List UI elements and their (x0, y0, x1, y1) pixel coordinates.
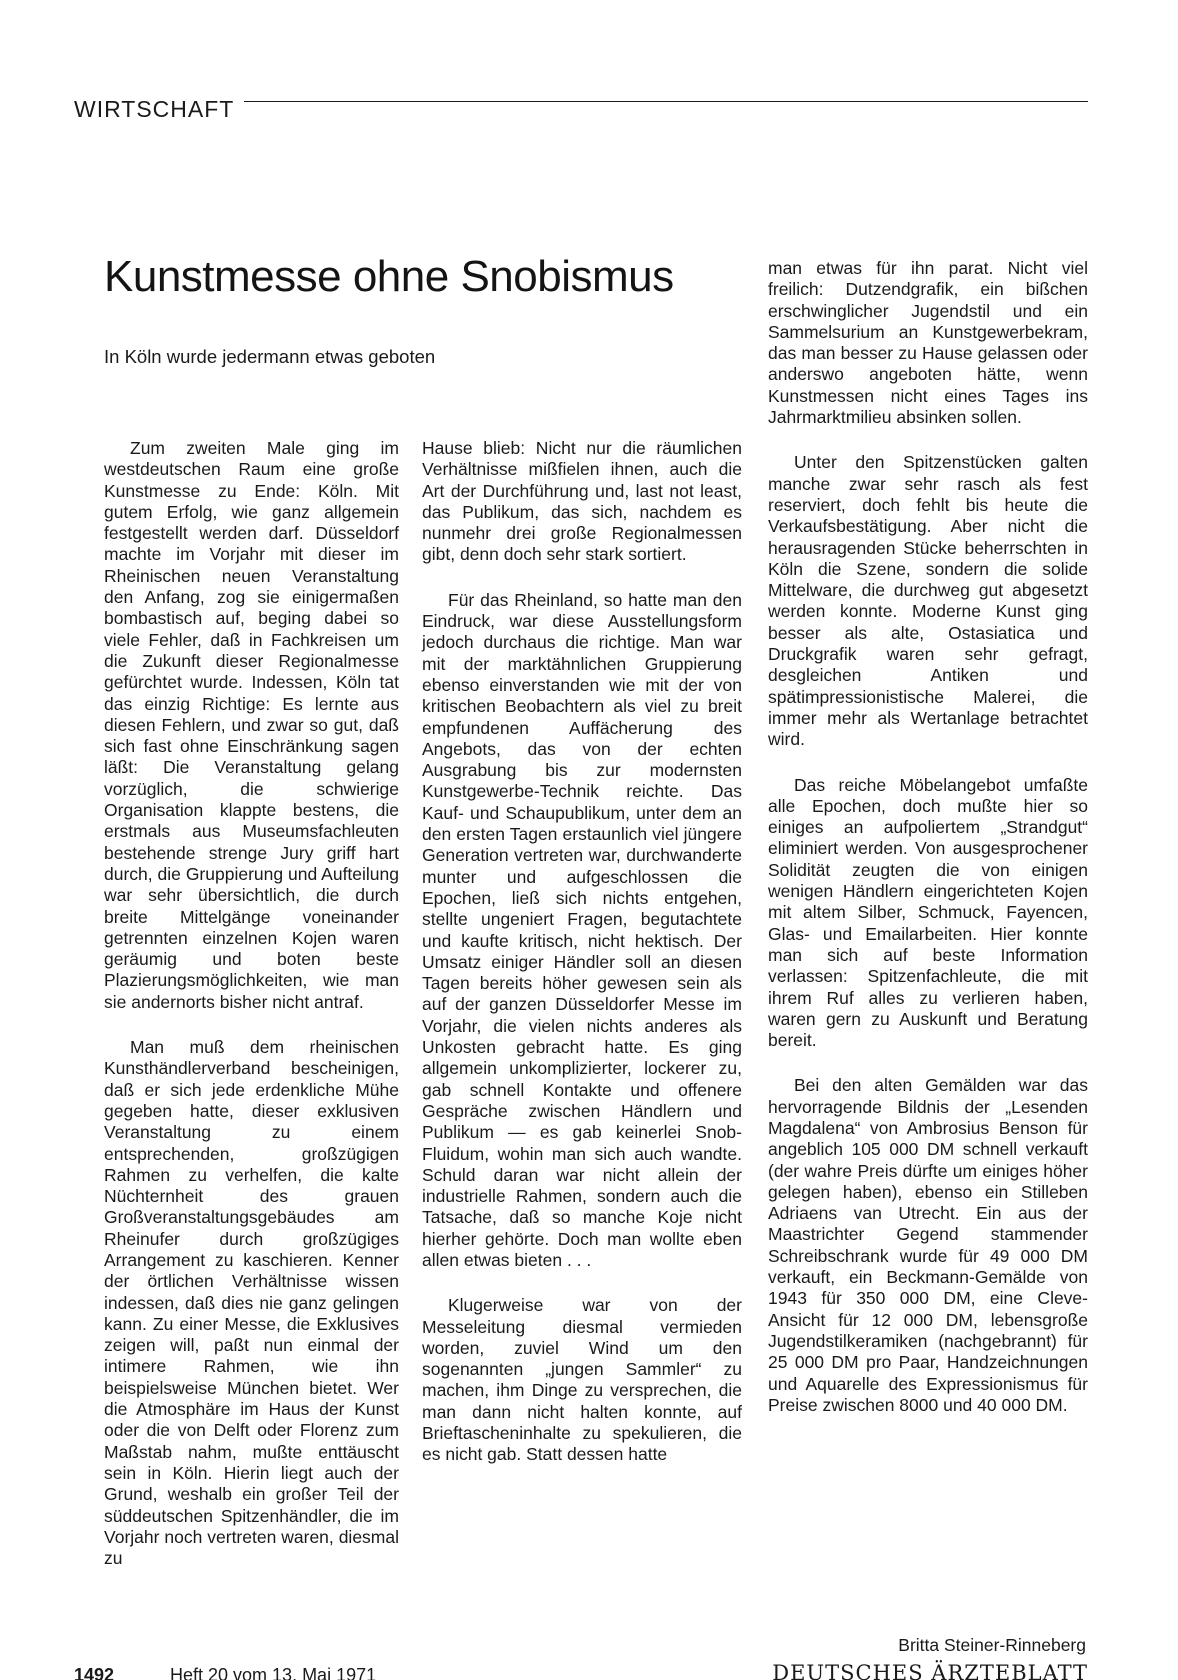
paragraph: man etwas für ihn parat. Nicht viel freilich: Dutzendgrafik, ein bißchen erschwinglicher Jugendstil und ein Sammelsurium an Kunstgewerbekram, das man besser zu Hause gelassen oder anderswo angeboten hätte, wenn Kunstmessen nicht eines Tages ins Jahrmarktmilieu absinken sollen. (768, 258, 1088, 428)
section-label: WIRTSCHAFT (74, 96, 235, 122)
text-column-1 (104, 438, 399, 1569)
paragraph: Klugerweise war von der Messeleitung diesmal vermieden worden, zuviel Wind um den sogenannten „jungen Sammler“ zu machen, ihm Dinge zu versprechen, die man dann nicht halten konnte, auf Brieftascheninhalte zu spekulieren, die es nicht gab. Statt dessen hatte (422, 1295, 742, 1465)
text-column-3 (768, 258, 1088, 1416)
paragraph: Für das Rheinland, so hatte man den Eindruck, war diese Ausstellungsform jedoch durchaus die richtige. Man war mit der marktähnlichen Gruppierung ebenso einverstanden wie mit der von kritischen Beobachtern als viel zu breit empfundenen Auffächerung des Angebots, das von der echten Ausgrabung bis zur modernsten Kunstgewerbe-Technik reichte. Das Kauf- und Schaupublikum, unter dem an den ersten Tagen erstaunlich viel jüngere Generation vertreten war, durchwanderte munter und aufgeschlossen die Epochen, ließ sich nichts entgehen, stellte ungeniert Fragen, begutachtete und kaufte kritisch, nicht hektisch. Der Umsatz einiger Händler soll an diesen Tagen bereits höher gewesen sein als auf der ganzen Düsseldorfer Messe im Vorjahr, die vielen nichts anderes als Unkosten gebracht hatte. Es ging allgemein unkomplizierter, lockerer zu, gab schnell Kontakte und offenere Gespräche zwischen Händlern und Publikum — es gab keinerlei Snob-Fluidum, wohin man sich auch wandte. Schuld daran war nicht allein der industrielle Rahmen, sondern auch die Tatsache, daß so manche Koje nicht hierher gehörte. Doch man wollte eben allen etwas bieten . . . (422, 589, 742, 1270)
page-number: 1492 (74, 1665, 115, 1680)
paragraph: Zum zweiten Male ging im westdeutschen Raum eine große Kunstmesse zu Ende: Köln. Mit gutem Erfolg, wie ganz allgemein festgestellt werden darf. Düsseldorf machte im Vorjahr mit dieser im Rheinischen neuen Veranstaltung den Anfang, zog sie einigermaßen bombastisch auf, beging dabei so viele Fehler, daß in Fachkreisen um die Zukunft dieser Regionalmesse gefürchtet wurde. Indessen, Köln tat das einzig Richtige: Es lernte aus diesen Fehlern, und zwar so gut, daß sich fast ohne Einschränkung sagen läßt: Die Veranstaltung gelang vorzüglich, die schwierige Organisation klappte bestens, die erstmals aus Museumsfachleuten bestehende strenge Jury griff hart durch, die Gruppierung und Aufteilung war sehr übersichtlich, die durch breite Mittelgänge voneinander getrennten einzelnen Kojen waren geräumig und boten beste Plazierungsmöglichkeiten, wie man sie andernorts bisher nicht antraf. (104, 438, 399, 1012)
paragraph: Bei den alten Gemälden war das hervorragende Bildnis der „Lesenden Magdalena“ von Ambrosius Benson für angeblich 105 000 DM schnell verkauft (der wahre Preis dürfte um einiges höher gelegen haben), ebenso ein Stilleben Adriaens van Utrecht. Ein aus der Maastrichter Gegend stammender Schreibschrank wurde für 49 000 DM verkauft, ein Beckmann-Gemälde von 1943 für 350 000 DM, eine Cleve-Ansicht für 12 000 DM, lebensgroße Jugendstilkeramiken (nachgebrannt) für 25 000 DM pro Paar, Handzeichnungen und Aquarelle des Expressionismus für Preise zwischen 8000 und 40 000 DM. (768, 1075, 1088, 1415)
paragraph: Das reiche Möbelangebot umfaßte alle Epochen, doch mußte hier so einiges an aufpoliertem „Strandgut“ eliminiert werden. Von ausgesprochener Solidität zeugten die von einigen wenigen Händlern eingerichteten Kojen mit altem Silber, Schmuck, Fayencen, Glas- und Emailarbeiten. Hier konnte man sich auf beste Information verlassen: Spitzenfachleute, die mit ihrem Ruf alles zu verlieren haben, waren gern zu Auskunft und Beratung bereit. (768, 774, 1088, 1051)
paragraph: Unter den Spitzenstücken galten manche zwar sehr rasch als fest reserviert, doch fehlt bis heute die Verkaufsbestätigung. Aber nicht die herausragenden Stücke beherrschten in Köln die Szene, sondern die solide Mittelware, die durchweg gut abgesetzt werden konnte. Moderne Kunst ging besser als alte, Ostasiatica und Druckgrafik waren sehr gefragt, desgleichen Antiken und spätimpressionistische Malerei, die immer mehr als Wertanlage betrachtet wird. (768, 452, 1088, 750)
paragraph: Man muß dem rheinischen Kunsthändlerverband bescheinigen, daß er sich jede erdenkliche Mühe gegeben hatte, dieser exklusiven Veranstaltung zu einem entsprechenden, großzügigen Rahmen zu verhelfen, die kalte Nüchternheit des grauen Großveranstaltungsgebäudes am Rheinufer durch großzügiges Arrangement zu kaschieren. Kenner der örtlichen Verhältnisse wissen indessen, daß dies nie ganz gelingen kann. Zu einer Messe, die Exklusives zeigen will, paßt nun einmal der intimere Rahmen, wie ihn beispielsweise München bietet. Wer die Atmosphäre im Haus der Kunst oder die von Delft oder Florenz zum Maßstab nahm, mußte enttäuscht sein in Köln. Hierin liegt auch der Grund, weshalb ein großer Teil der süddeutschen Spitzenhändler, die im Vorjahr noch vertreten waren, diesmal zu (104, 1037, 399, 1569)
article-subtitle: In Köln wurde jedermann etwas geboten (104, 346, 436, 367)
text-column-2 (422, 438, 742, 1466)
journal-name: DEUTSCHES ÄRZTEBLATT (772, 1661, 1088, 1680)
article-author: Britta Steiner-Rinneberg (898, 1635, 1086, 1655)
section-rule (244, 101, 1088, 102)
issue-info: Heft 20 vom 13. Mai 1971 (170, 1665, 377, 1680)
paragraph: Hause blieb: Nicht nur die räumlichen Verhältnisse mißfielen ihnen, auch die Art der Durchführung und, last not least, das Publikum, das sich, nachdem es nunmehr drei große Regionalmessen gibt, denn doch sehr stark sortiert. (422, 438, 742, 565)
article-title: Kunstmesse ohne Snobismus (104, 252, 674, 301)
